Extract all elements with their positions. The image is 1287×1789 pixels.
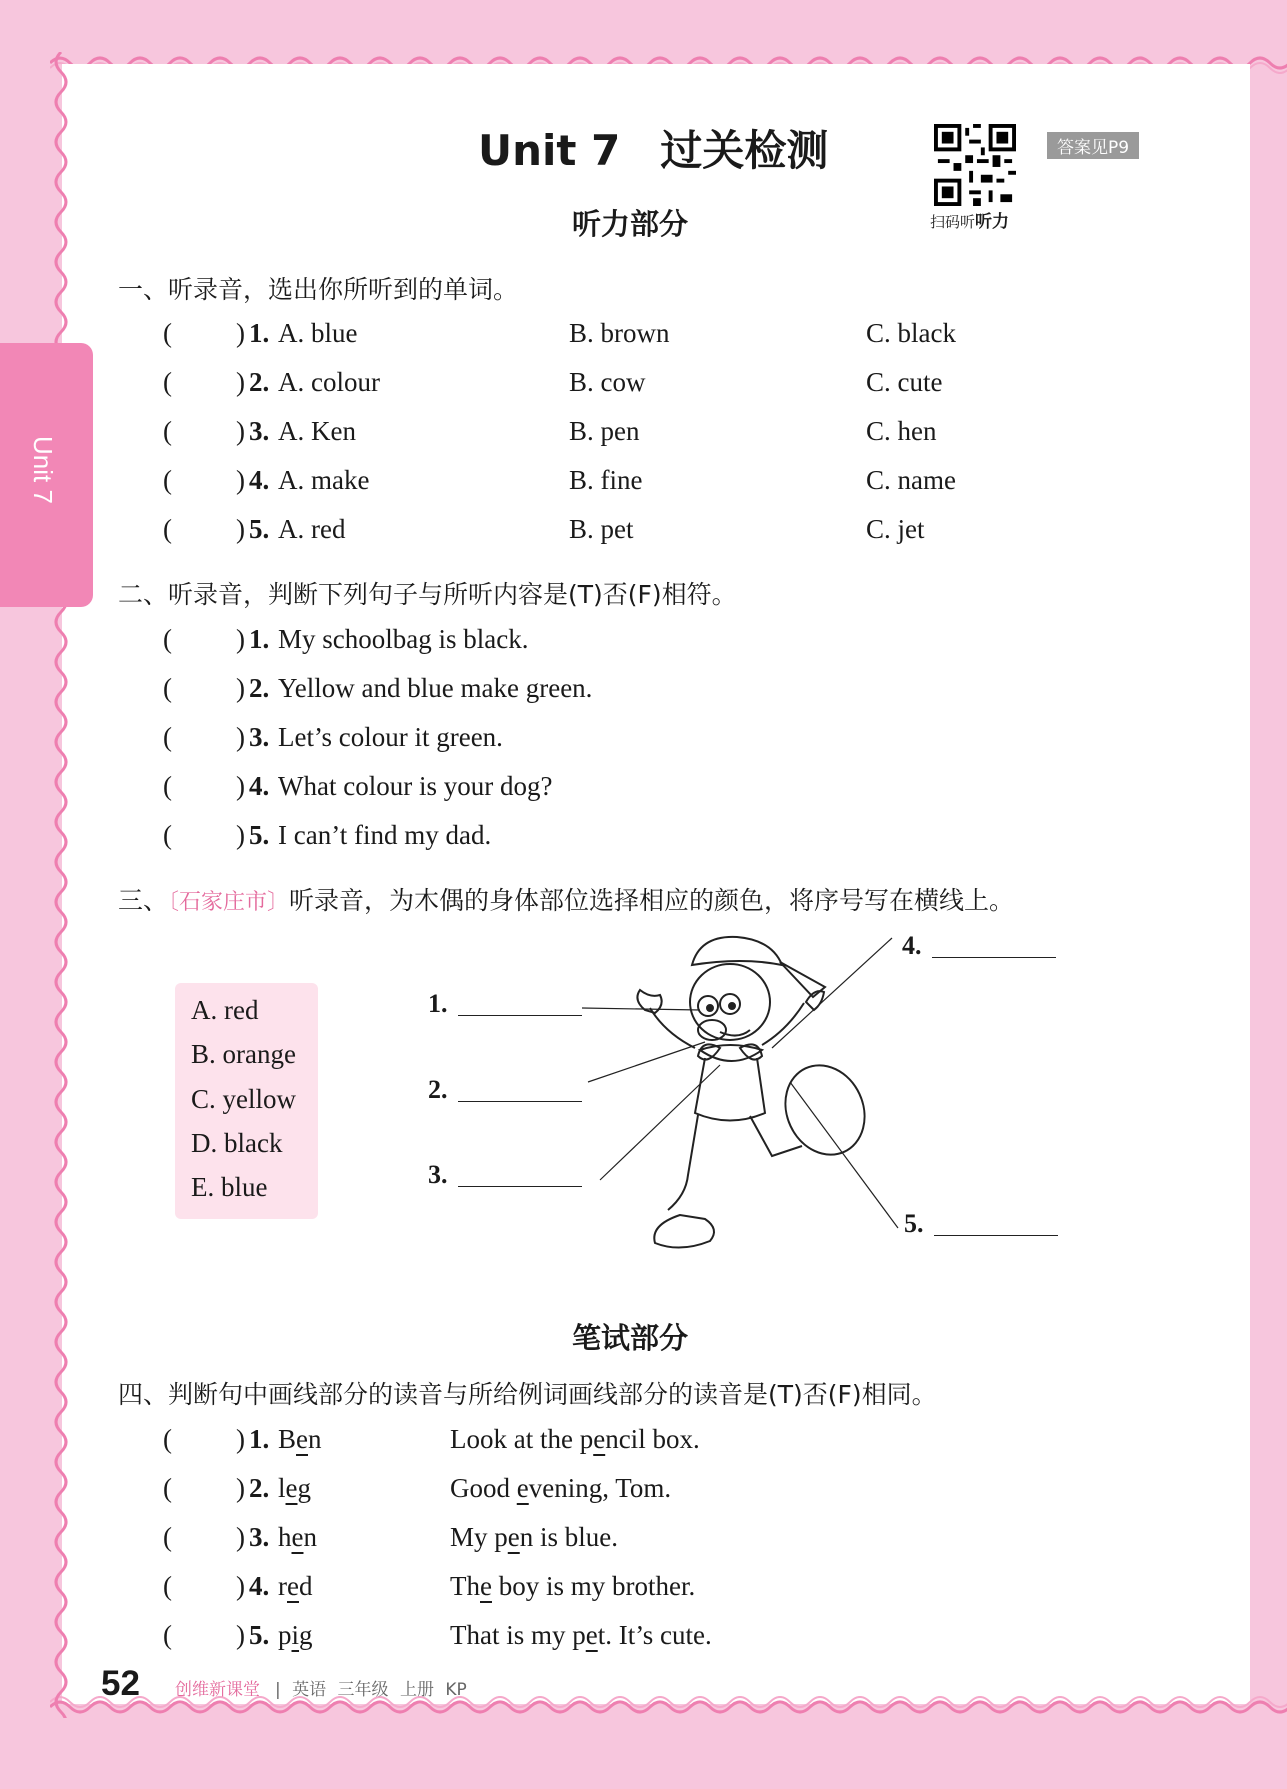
qr-caption	[930, 207, 1009, 232]
q1-option-a: A. colour	[278, 367, 380, 397]
q4-number: 2.	[249, 1473, 270, 1503]
word-part: l	[278, 1473, 286, 1503]
underlined-letter: i	[291, 1620, 300, 1650]
answer-paren-close: )	[236, 1522, 245, 1552]
page-number: 52	[101, 1664, 140, 1703]
q1-option-c: C. jet	[866, 514, 925, 544]
q2-sentence: My schoolbag is black.	[278, 624, 529, 654]
underlined-letter: e	[296, 1424, 308, 1454]
q1-number: 5.	[249, 514, 270, 544]
q1-option-c: C. hen	[866, 416, 937, 446]
q3-instruction: 听录音，为木偶的身体部位选择相应的颜色，将序号写在横线上。	[289, 886, 1015, 915]
qr-code-icon[interactable]	[934, 124, 1016, 206]
q4-number: 4.	[249, 1571, 270, 1601]
q1-option-b: B. cow	[569, 367, 646, 397]
q1-option-b: B. pen	[569, 416, 640, 446]
color-option: B. orange	[191, 1039, 296, 1069]
q4-sentence	[450, 1522, 618, 1553]
q1-option-a: A. blue	[278, 318, 358, 348]
q4-sentence	[450, 1620, 712, 1651]
q1-option-a: A. make	[278, 465, 370, 495]
q2-title: 二、听录音，判断下列句子与所听内容是(T)否(F)相符。	[118, 580, 737, 609]
q4-example-word	[278, 1424, 322, 1455]
answer-paren-close: )	[236, 624, 245, 654]
q4-example-word	[278, 1571, 312, 1602]
qr-caption-listening: 听力	[975, 212, 1010, 232]
q2-number: 3.	[249, 722, 270, 752]
word-part: h	[278, 1522, 292, 1552]
color-option: E. blue	[191, 1172, 268, 1202]
q4-number: 5.	[249, 1620, 270, 1650]
answer-blank-2[interactable]	[458, 1101, 582, 1102]
q2-number: 1.	[249, 624, 270, 654]
word-part: B	[278, 1424, 297, 1454]
word-part: n	[308, 1424, 322, 1454]
title-chinese: 过关检测	[660, 126, 829, 175]
answer-paren-open[interactable]: (	[163, 624, 172, 654]
title-unit: Unit 7	[478, 126, 621, 175]
q1-number: 3.	[249, 416, 270, 446]
underlined-letter: e	[291, 1522, 304, 1552]
answer-paren-open[interactable]: (	[163, 820, 172, 850]
underlined-letter: e	[516, 1473, 529, 1503]
answer-paren-close: )	[236, 465, 245, 495]
q4-sentence	[450, 1424, 700, 1455]
answer-paren-open[interactable]: (	[163, 318, 172, 348]
q1-option-c: C. name	[866, 465, 956, 495]
q2-sentence: Yellow and blue make green.	[278, 673, 593, 703]
answer-paren-close: )	[236, 367, 245, 397]
listening-section-heading: 听力部分	[572, 207, 689, 241]
sentence-part: Look at the p	[450, 1424, 594, 1454]
word-part: r	[278, 1571, 287, 1601]
footer-brand: 创维新课堂	[175, 1680, 260, 1700]
q4-number: 1.	[249, 1424, 270, 1454]
color-option: D. black	[191, 1128, 283, 1158]
answer-paren-close: )	[236, 514, 245, 544]
answer-paren-close: )	[236, 1620, 245, 1650]
q4-number: 3.	[249, 1522, 270, 1552]
q1-option-b: B. brown	[569, 318, 670, 348]
q1-option-a: A. Ken	[278, 416, 356, 446]
q1-number: 1.	[249, 318, 270, 348]
q2-sentence: I can’t find my dad.	[278, 820, 492, 850]
blank-label: 4.	[902, 931, 922, 960]
answer-paren-open[interactable]: (	[163, 1473, 172, 1503]
q2-sentence: What colour is your dog?	[278, 771, 553, 801]
underlined-letter: e	[585, 1620, 598, 1650]
sentence-part: My p	[450, 1522, 508, 1552]
word-part: d	[298, 1571, 313, 1601]
q2-number: 2.	[249, 673, 270, 703]
answer-paren-open[interactable]: (	[163, 416, 172, 446]
answer-paren-open[interactable]: (	[163, 771, 172, 801]
color-option: A. red	[191, 995, 259, 1025]
answer-paren-close: )	[236, 318, 245, 348]
answer-paren-open[interactable]: (	[163, 722, 172, 752]
q3-title	[118, 881, 1014, 917]
color-option: C. yellow	[191, 1084, 296, 1114]
answer-paren-open[interactable]: (	[163, 514, 172, 544]
sentence-part: boy is my brother.	[491, 1571, 696, 1601]
q1-title: 一、听录音，选出你所听到的单词。	[118, 275, 519, 304]
answer-paren-open[interactable]: (	[163, 673, 172, 703]
blank-label: 3.	[428, 1160, 448, 1189]
answer-blank-5[interactable]	[934, 1235, 1058, 1236]
blank-label: 1.	[428, 989, 448, 1018]
word-part: n	[303, 1522, 317, 1552]
answer-paren-close: )	[236, 1571, 245, 1601]
q4-sentence	[450, 1571, 695, 1602]
q1-number: 2.	[249, 367, 270, 397]
q2-sentence: Let’s colour it green.	[278, 722, 503, 752]
word-part: g	[299, 1620, 313, 1650]
underlined-letter: e	[285, 1473, 298, 1503]
answer-paren-open[interactable]: (	[163, 465, 172, 495]
q1-option-a: A. red	[278, 514, 346, 544]
sentence-part: Good	[450, 1473, 517, 1503]
answer-paren-open[interactable]: (	[163, 1571, 172, 1601]
q4-example-word	[278, 1620, 313, 1651]
sentence-part: t. It’s cute.	[597, 1620, 712, 1650]
word-part: p	[278, 1620, 292, 1650]
sentence-part: Th	[450, 1571, 480, 1601]
q4-example-word	[278, 1522, 317, 1553]
page-title	[478, 118, 828, 178]
answer-reference-badge: 答案见P9	[1047, 132, 1139, 159]
footer-book-info: | 英语 三年级 上册 KP	[275, 1680, 467, 1700]
underlined-letter: e	[480, 1571, 492, 1601]
q4-sentence	[450, 1473, 671, 1504]
answer-paren-close: )	[236, 416, 245, 446]
q1-option-c: C. black	[866, 318, 956, 348]
q2-number: 4.	[249, 771, 270, 801]
sentence-part: ncil box.	[605, 1424, 700, 1454]
underlined-letter: e	[507, 1522, 520, 1552]
color-options-box	[175, 983, 318, 1219]
writing-section-heading: 笔试部分	[572, 1321, 689, 1355]
answer-paren-close: )	[236, 771, 245, 801]
sentence-part: vening, Tom.	[528, 1473, 672, 1503]
answer-paren-open[interactable]: (	[163, 367, 172, 397]
q4-title: 四、判断句中画线部分的读音与所给例词画线部分的读音是(T)否(F)相同。	[118, 1380, 937, 1409]
q3-prefix: 三、	[118, 886, 169, 915]
answer-paren-close: )	[236, 1424, 245, 1454]
blank-label: 2.	[428, 1075, 448, 1104]
sentence-part: n is blue.	[519, 1522, 618, 1552]
answer-blank-3[interactable]	[458, 1186, 582, 1187]
answer-paren-close: )	[236, 1473, 245, 1503]
q1-option-b: B. fine	[569, 465, 643, 495]
q4-example-word	[278, 1473, 311, 1504]
answer-paren-open[interactable]: (	[163, 1424, 172, 1454]
pinocchio-illustration	[580, 930, 910, 1280]
left-wavy-border	[50, 52, 72, 1718]
word-part: g	[297, 1473, 311, 1503]
q1-number: 4.	[249, 465, 270, 495]
qr-caption-scan: 扫码听	[930, 213, 976, 231]
underlined-letter: e	[593, 1424, 606, 1454]
blank-label: 5.	[904, 1209, 924, 1238]
answer-paren-close: )	[236, 820, 245, 850]
q3-region-tag: 〔石家庄市〕	[168, 890, 290, 915]
q1-option-b: B. pet	[569, 514, 634, 544]
q1-option-c: C. cute	[866, 367, 943, 397]
answer-paren-open[interactable]: (	[163, 1522, 172, 1552]
answer-paren-close: )	[236, 673, 245, 703]
answer-blank-4[interactable]	[932, 957, 1056, 958]
answer-paren-close: )	[236, 722, 245, 752]
answer-paren-open[interactable]: (	[163, 1620, 172, 1650]
side-unit-tab-label: Unit 7	[28, 436, 58, 504]
answer-blank-1[interactable]	[458, 1015, 582, 1016]
underlined-letter: e	[287, 1571, 299, 1601]
sentence-part: That is my p	[450, 1620, 586, 1650]
q2-number: 5.	[249, 820, 270, 850]
